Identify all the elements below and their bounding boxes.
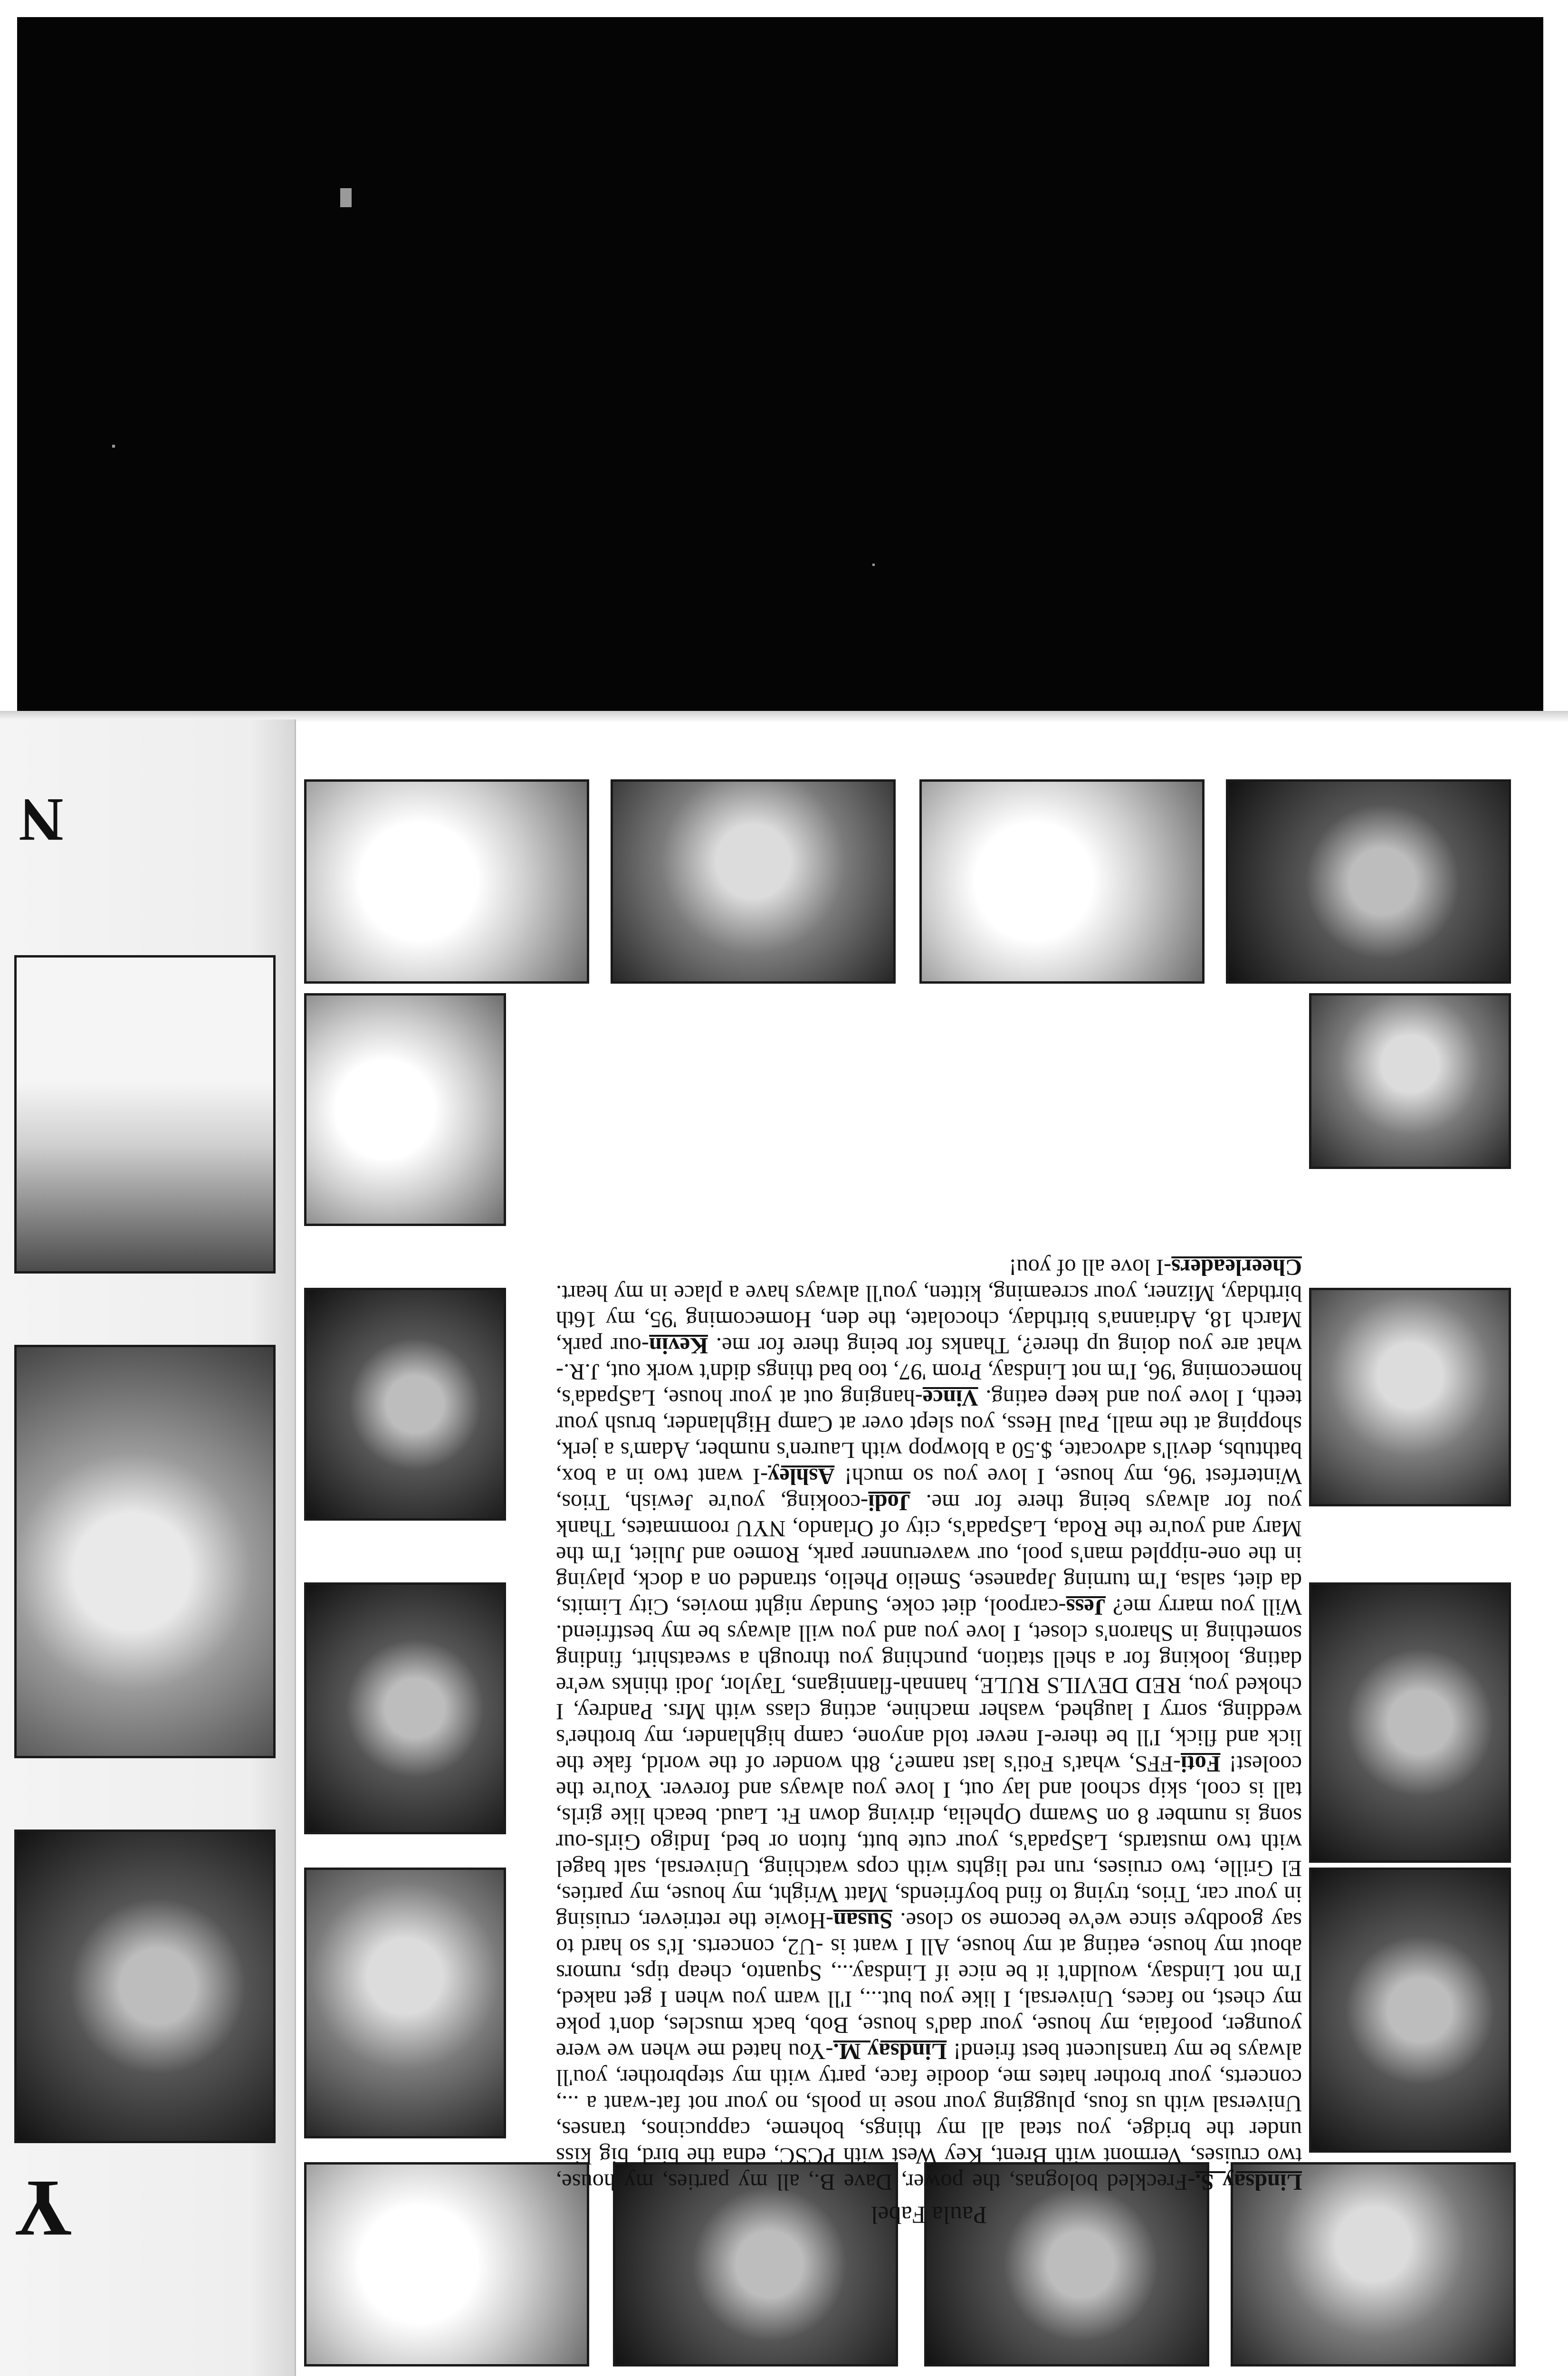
friend-name: Lindsay M. (833, 2039, 947, 2064)
previous-page-letter: N (19, 786, 64, 854)
friend-name: Jodi (868, 1490, 911, 1515)
friend-name: Vince (922, 1385, 978, 1410)
photo-left-4 (304, 1868, 506, 2138)
photo-right-3 (1309, 1582, 1511, 1863)
tribute-text: -Howie the retriever, cruising in your car, Trios, trying to find boyfriends, Matt Wright, my house, my parties, El Grille, two cruises, run red lights with cops watching, Universal, salt bagel with two mustards, LaSpada's, your cute butt, futon or bed, Indigo Girls-our song is number 8 on Swamp Ophelia, driving down Ft. Laud. beach like girls, tall is cool, skip school and lay out, I love you always and forever. You're the coolest! (555, 1751, 1302, 1933)
friend-name: Susan (833, 1908, 893, 1933)
friend-name: Cheerleaders (1171, 1255, 1302, 1280)
photo-left-3 (304, 1582, 506, 1834)
tribute-text-block (556, 1022, 1302, 2229)
friend-name: Jess (1066, 1594, 1106, 1619)
scan-speck (112, 445, 115, 448)
previous-page-photo-boy (14, 1830, 276, 2143)
tribute-body (556, 1254, 1302, 2195)
tribute-text: -carpool, diet coke, Sunday night movies, City Limits, da diet, salsa, I'm turning Japanese, Smelio Phelio, stranded on a dock, playing in the one-nippled man's pool, our waverunner park, Romeo and Juliet, I'm the Mary and you're the Roda, LaSpada's, city of Orlando, NYU roommates, Thank you for always being there for me. (555, 1490, 1302, 1619)
previous-page-photo-snow (14, 955, 276, 1274)
photo-left-2 (304, 1288, 506, 1521)
previous-page-letter: Y (14, 2164, 73, 2253)
tribute-text: -I want two in a box, bathtubs, devil's advocate, $.50 a blowpop with Lauren's number, Adam's a jerk, shopping at the mall, Paul Hess, you slept over at Camp Highlander, brush your teeth, I love you and keep eating. (556, 1385, 1302, 1489)
photo-top-2 (919, 779, 1205, 984)
tribute-text: -our park, March 18, Adrianna's birthday, chocolate, the den, Homecoming '95, my 16th birthday, Mizner, your screaming, kitten, you'll always have a place in my heart. (556, 1281, 1302, 1358)
scan-speck (872, 564, 875, 566)
photo-top-3 (611, 779, 896, 984)
tribute-text: -cooking, you're Jewish, Trios, Winterfest '96, my house, I love you so much! (556, 1464, 1302, 1515)
photo-right-1 (1309, 993, 1511, 1169)
scan-speck (340, 188, 352, 207)
tribute-text: -You hated me when we were younger, poofaia, my house, your dad's house, Bob, back muscles, don't poke my chest, no faces, Universal, I like you but..., I'll warn you when I get naked, I'm not Lindsay, wouldn't it be nice if Lindsay..., Squanto, cheap tips, rumors about my house, eating at my house, All I want is -U2, concerts. It's so hard to say goodbye since we've become so close. (555, 1908, 1302, 2064)
photo-right-4 (1309, 1868, 1511, 2153)
author-name: Paula Fabel (870, 2201, 987, 2228)
tribute-text: -hanging out at your house, LaSpada's, homecoming '96, I'm not Lindsay, Prom '97, too bad things didn't work out, J.R.-what are you doing up there?, Thanks for being there for me. (556, 1333, 1302, 1410)
tribute-text: -FFS, what's Foti's last name?, 8th wonder of the world, fake the lick and flick, I'll be there-I never told anyone, camp highlander, my brother's wedding, sorry I laughed, washer machine, acting class with Mrs. Pandrey, I choked you, RED DEVILS RULE, hannah-flannigans, Taylor, Jodi thinks we're dating, looking for a shell station, punching you through a sweatshirt, finding something in Sharon's closet, I love you and you will always be my bestfriend. Will you marry me? (555, 1594, 1302, 1776)
tribute-text: -Freckled bolognas, the power, Dave B., all my parties, my house, two cruises, Vermont with Brent, Key West with PCSC, edna the bird, big kiss under the bridge, you steal all my things, boheme, cappucinos, transes, Universal with us fous, plugging your nose in pools, no your not fat-want a ..., concerts, your brother hates me, doodie face, party with my stepbrother, you'll always be my translucent best friend! (556, 2039, 1302, 2194)
previous-page-photo-swimsuit (14, 1345, 276, 1758)
dark-scanned-area (17, 17, 1543, 719)
tribute-text: -I love all of you! (1009, 1255, 1172, 1280)
photo-right-2 (1309, 1288, 1511, 1506)
friend-name: Foti (1181, 1751, 1221, 1776)
photo-left-1 (304, 993, 506, 1226)
friend-name: Lindsay S. (1195, 2169, 1302, 2194)
photo-top-4 (304, 779, 589, 984)
photo-bottom-4 (304, 2162, 589, 2366)
friend-name: Ashley (768, 1464, 835, 1489)
photo-top-1 (1226, 779, 1511, 984)
friend-name: Kevin (649, 1333, 708, 1358)
